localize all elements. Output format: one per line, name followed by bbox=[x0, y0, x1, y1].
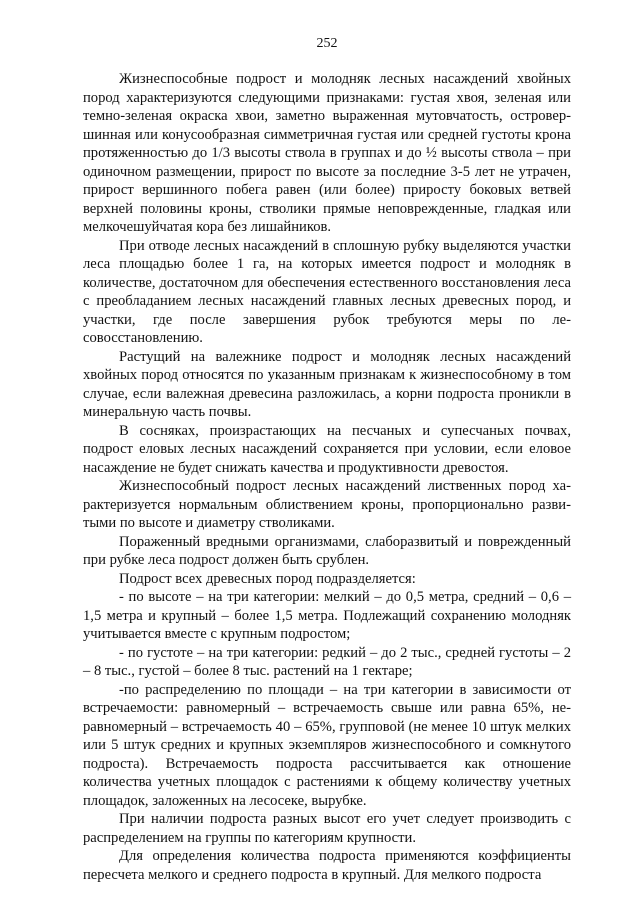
body-text bbox=[83, 70, 571, 884]
document-page bbox=[83, 36, 571, 884]
paragraph-viable-conifer-undergrowth: Жизнеспособные подрост и молодняк лесных насаждений хвойных пород характеризуются следующими признаками: густая хвоя, зеленая или темно-зеленая окраска хвои, заметно выраженная мутовчатость, островершинная или конусообразная симметричная густая или средней густоты крона протяженностью до 1/3 высоты ствола в группах и до ½ высоты ствола – при одиночном размещении, прирост по высоте за последние 3-5 лет не утрачен, прирост вершинного побега равен (или более) приросту боковых ветвей верхней половины кроны, стволики прямые неповрежденные, гладкая или мелкочешуйчатая кора без лишайников. bbox=[83, 71, 571, 235]
paragraph-deciduous-undergrowth: Жизнеспособный подрост лесных насаждений лиственных пород характеризуется нормальным облиствением кроны, пропорционально развитыми по высоте и диаметру стволиками. bbox=[83, 478, 571, 531]
list-item-by-distribution: -по распределению по площади – на три категории в зависимости от встречаемости: равномерный – встречаемость свыше или равна 65%, неравномерный – встречаемость 40 – 65%, групповой (не менее 10 штук мелких или 5 штук средних и крупных экземпляров жизнеспособного и сомкнутого подроста). Встречаемость подроста рассчитывается как отношение количества учетных площадок с растениями к общему количеству учетных площадок, заложенных на лесосеке, вырубке. bbox=[83, 681, 571, 809]
paragraph-clearcut-allocation: При отводе лесных насаждений в сплошную рубку выделяются участки леса площадью более 1 га, на которых имеется подрост и молодняк в количестве, достаточном для обеспечения естественного восстановления леса с преобладанием лесных насаждений главных лесных древесных пород, и участки, где после завершения рубок требуются меры по лесовосстановлению. bbox=[83, 237, 571, 346]
paragraph-damaged-undergrowth: Пораженный вредными организмами, слаборазвитый и поврежденный при рубке леса подрост должен быть срублен. bbox=[83, 533, 571, 568]
paragraph-classification-intro: Подрост всех древесных пород подразделяется: bbox=[119, 570, 416, 587]
list-item-by-density: - по густоте – на три категории: редкий – до 2 тыс., средней густоты – 2 – 8 тыс., густой – более 8 тыс. растений на 1 гектаре; bbox=[83, 644, 571, 679]
paragraph-pine-stands: В сосняках, произрастающих на песчаных и супесчаных почвах, подрост еловых лесных насаждений сохраняется при условии, если еловое насаждение не будет снижать качества и продуктивности древостоя. bbox=[83, 422, 571, 476]
list-item-by-height: - по высоте – на три категории: мелкий – до 0,5 метра, средний – 0,6 – 1,5 метра и крупный – более 1,5 метра. Подлежащий сохранению молодняк учитывается вместе с крупным подростом; bbox=[83, 589, 571, 642]
paragraph-height-accounting: При наличии подроста разных высот его учет следует производить с распределением на группы по категориям крупности. bbox=[83, 811, 571, 846]
page-number: 252 bbox=[316, 36, 338, 51]
paragraph-deadwood-undergrowth: Растущий на валежнике подрост и молодняк лесных насаждений хвойных пород относятся по указанным признакам к жизнеспособному в том случае, если валежная древесина разложилась, а корни подроста проникли в минеральную часть почвы. bbox=[83, 348, 571, 420]
paragraph-conversion-coefficients: Для определения количества подроста применяются коэффициенты пересчета мелкого и среднего подроста в крупный. Для мелкого подроста bbox=[83, 848, 571, 883]
